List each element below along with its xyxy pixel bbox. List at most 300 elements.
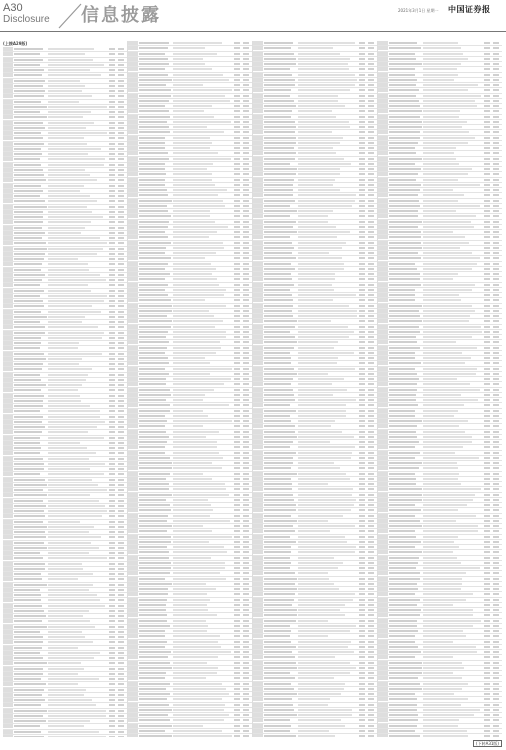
doc-type xyxy=(493,714,499,716)
company-name xyxy=(264,110,292,112)
company-name xyxy=(264,383,291,385)
doc-type xyxy=(368,168,374,170)
announcement-title xyxy=(423,504,467,506)
page-number xyxy=(234,719,240,721)
announcement-title xyxy=(298,310,357,312)
page-number xyxy=(109,552,115,554)
stock-code xyxy=(378,62,388,66)
company-name xyxy=(264,452,296,454)
page-number xyxy=(234,609,240,611)
doc-type xyxy=(368,247,374,249)
announcement-title xyxy=(423,221,471,223)
company-name xyxy=(139,68,165,70)
page-number xyxy=(359,588,365,590)
doc-type xyxy=(493,583,499,585)
announcement-title xyxy=(298,593,355,595)
stock-code xyxy=(128,393,138,397)
announcement-title xyxy=(173,278,217,280)
announcement-title xyxy=(48,578,78,580)
stock-code xyxy=(128,482,138,486)
doc-type xyxy=(493,425,499,427)
company-name xyxy=(14,657,43,659)
page-number xyxy=(109,347,115,349)
doc-type xyxy=(493,457,499,459)
stock-code xyxy=(253,146,263,150)
page-number xyxy=(234,509,240,511)
doc-type xyxy=(493,525,499,527)
company-name xyxy=(264,431,295,433)
announcement-title xyxy=(48,405,90,407)
announcement-title xyxy=(48,500,99,502)
company-name xyxy=(14,563,45,565)
company-name xyxy=(264,651,292,653)
stock-code xyxy=(3,735,13,737)
announcement-title xyxy=(48,458,89,460)
page-number xyxy=(359,326,365,328)
company-name xyxy=(139,431,166,433)
company-name xyxy=(389,236,421,238)
doc-type xyxy=(243,194,249,196)
page-number xyxy=(359,719,365,721)
company-name xyxy=(264,394,294,396)
company-name xyxy=(14,80,45,82)
stock-code xyxy=(3,478,13,482)
announcement-title xyxy=(173,315,214,317)
announcement-title xyxy=(173,410,203,412)
company-name xyxy=(264,305,293,307)
page-number xyxy=(109,484,115,486)
company-name xyxy=(139,672,166,674)
doc-type xyxy=(368,735,374,737)
page-number xyxy=(484,247,490,249)
page-number xyxy=(109,447,115,449)
announcement-title xyxy=(423,189,453,191)
doc-type xyxy=(493,578,499,580)
page-number xyxy=(234,299,240,301)
doc-type xyxy=(243,488,249,490)
doc-type xyxy=(118,311,124,313)
stock-code xyxy=(378,335,388,339)
doc-type xyxy=(493,515,499,517)
stock-code xyxy=(128,356,138,360)
doc-type xyxy=(243,625,249,627)
page-number xyxy=(359,152,365,154)
stock-code xyxy=(378,587,388,591)
company-name xyxy=(389,268,417,270)
doc-type xyxy=(368,368,374,370)
stock-code xyxy=(128,183,138,187)
page-number xyxy=(109,389,115,391)
stock-code xyxy=(378,692,388,696)
company-name xyxy=(14,263,42,265)
announcement-title xyxy=(423,347,477,349)
company-name xyxy=(264,677,295,679)
page-number xyxy=(484,179,490,181)
announcement-title xyxy=(298,709,352,711)
stock-code xyxy=(253,267,263,271)
announcement-title xyxy=(173,509,213,511)
stock-code xyxy=(3,672,13,676)
company-name xyxy=(139,404,170,406)
doc-type xyxy=(368,236,374,238)
company-name xyxy=(389,593,415,595)
company-name xyxy=(389,79,417,81)
page-number xyxy=(234,137,240,139)
company-name xyxy=(139,336,166,338)
page-number xyxy=(109,337,115,339)
stock-code xyxy=(3,504,13,508)
announcement-title xyxy=(48,615,83,617)
announcement-title xyxy=(423,121,467,123)
doc-type xyxy=(368,641,374,643)
doc-type xyxy=(118,174,124,176)
company-name xyxy=(264,719,290,721)
stock-code xyxy=(253,41,263,45)
doc-type xyxy=(368,105,374,107)
company-name xyxy=(14,683,46,685)
stock-code xyxy=(378,624,388,628)
doc-type xyxy=(118,489,124,491)
page-number xyxy=(109,479,115,481)
announcement-title xyxy=(173,273,212,275)
stock-code xyxy=(3,625,13,629)
page-number xyxy=(234,242,240,244)
stock-code xyxy=(3,493,13,497)
page-number xyxy=(109,258,115,260)
stock-code xyxy=(378,566,388,570)
doc-type xyxy=(118,253,124,255)
page-number xyxy=(234,473,240,475)
doc-type xyxy=(493,47,499,49)
page-number xyxy=(234,142,240,144)
stock-code xyxy=(253,272,263,276)
page-number xyxy=(359,341,365,343)
doc-type xyxy=(243,257,249,259)
company-name xyxy=(139,683,170,685)
stock-code xyxy=(253,83,263,87)
doc-type xyxy=(368,441,374,443)
page-number xyxy=(359,462,365,464)
company-name xyxy=(14,242,46,244)
stock-code xyxy=(253,566,263,570)
announcement-title xyxy=(423,289,472,291)
page-number xyxy=(234,725,240,727)
announcement-title xyxy=(173,614,217,616)
announcement-title xyxy=(423,42,458,44)
announcement-title xyxy=(173,609,208,611)
page-number xyxy=(234,373,240,375)
doc-type xyxy=(368,173,374,175)
stock-code xyxy=(378,598,388,602)
doc-type xyxy=(368,200,374,202)
doc-type xyxy=(118,557,124,559)
announcement-title xyxy=(173,394,205,396)
doc-type xyxy=(368,467,374,469)
page-number xyxy=(234,483,240,485)
stock-code xyxy=(3,451,13,455)
announcement-title xyxy=(298,525,355,527)
stock-code xyxy=(378,445,388,449)
announcement-title xyxy=(298,100,338,102)
page-number xyxy=(484,242,490,244)
listing-column xyxy=(253,41,377,737)
announcement-title xyxy=(423,126,462,128)
company-name xyxy=(389,341,417,343)
company-name xyxy=(264,289,290,291)
stock-code xyxy=(3,703,13,707)
company-name xyxy=(264,58,296,60)
announcement-title xyxy=(423,252,472,254)
company-name xyxy=(14,321,40,323)
stock-code xyxy=(3,331,13,335)
doc-type xyxy=(118,90,124,92)
company-name xyxy=(139,399,166,401)
doc-type xyxy=(493,467,499,469)
page-number xyxy=(234,63,240,65)
doc-type xyxy=(118,106,124,108)
announcement-title xyxy=(173,79,229,81)
doc-type xyxy=(118,227,124,229)
doc-type xyxy=(243,168,249,170)
doc-type xyxy=(368,530,374,532)
company-name xyxy=(139,635,165,637)
doc-type xyxy=(243,651,249,653)
announcement-title xyxy=(173,404,229,406)
company-name xyxy=(139,100,169,102)
page-number xyxy=(109,263,115,265)
announcement-title xyxy=(48,290,91,292)
stock-code xyxy=(3,268,13,272)
doc-type xyxy=(368,667,374,669)
doc-type xyxy=(243,131,249,133)
company-name xyxy=(139,583,172,585)
doc-type xyxy=(243,620,249,622)
doc-type xyxy=(368,315,374,317)
doc-type xyxy=(118,216,124,218)
announcement-title xyxy=(48,353,102,355)
announcement-title xyxy=(298,620,328,622)
company-name xyxy=(14,101,41,103)
announcement-title xyxy=(423,215,476,217)
stock-code xyxy=(378,456,388,460)
page-number xyxy=(234,620,240,622)
page-number xyxy=(109,678,115,680)
doc-type xyxy=(118,242,124,244)
stock-code xyxy=(128,115,138,119)
doc-type xyxy=(368,289,374,291)
page-number xyxy=(484,336,490,338)
page-number xyxy=(109,473,115,475)
company-name xyxy=(264,614,297,616)
stock-code xyxy=(128,577,138,581)
doc-type xyxy=(493,651,499,653)
page-number xyxy=(234,494,240,496)
stock-code xyxy=(378,603,388,607)
announcement-title xyxy=(298,662,350,664)
doc-type xyxy=(243,331,249,333)
announcement-title xyxy=(48,479,92,481)
company-name xyxy=(389,436,417,438)
doc-type xyxy=(493,121,499,123)
doc-type xyxy=(493,357,499,359)
company-name xyxy=(139,352,165,354)
page-number xyxy=(234,641,240,643)
stock-code xyxy=(3,184,13,188)
announcement-title xyxy=(173,494,229,496)
announcement-title xyxy=(48,689,86,691)
company-name xyxy=(389,352,415,354)
announcement-title xyxy=(48,127,86,129)
announcement-title xyxy=(423,84,478,86)
company-name xyxy=(389,420,422,422)
page-number xyxy=(234,47,240,49)
company-name xyxy=(139,719,170,721)
stock-code xyxy=(253,550,263,554)
stock-code xyxy=(378,151,388,155)
company-name xyxy=(14,689,44,691)
stock-code xyxy=(253,151,263,155)
announcement-title xyxy=(423,562,461,564)
announcement-title xyxy=(298,257,342,259)
doc-type xyxy=(118,379,124,381)
stock-code xyxy=(128,671,138,675)
announcement-title xyxy=(423,688,462,690)
page-number xyxy=(359,47,365,49)
stock-code xyxy=(378,209,388,213)
page-number xyxy=(109,342,115,344)
stock-code xyxy=(128,624,138,628)
doc-type xyxy=(493,215,499,217)
page-number xyxy=(234,89,240,91)
stock-code xyxy=(378,340,388,344)
announcement-title xyxy=(173,641,218,643)
stock-code xyxy=(128,430,138,434)
doc-type xyxy=(493,252,499,254)
doc-type xyxy=(493,173,499,175)
doc-type xyxy=(368,572,374,574)
page-number xyxy=(109,458,115,460)
doc-type xyxy=(493,572,499,574)
stock-code xyxy=(253,309,263,313)
page-number xyxy=(359,504,365,506)
stock-code xyxy=(128,372,138,376)
announcement-title xyxy=(298,357,338,359)
doc-type xyxy=(368,651,374,653)
page-number xyxy=(484,221,490,223)
announcement-title xyxy=(298,95,338,97)
page-number xyxy=(484,163,490,165)
announcement-title xyxy=(173,168,207,170)
page-number xyxy=(359,257,365,259)
stock-code xyxy=(128,109,138,113)
page-number xyxy=(359,362,365,364)
announcement-title xyxy=(173,305,226,307)
doc-type xyxy=(493,683,499,685)
doc-type xyxy=(243,509,249,511)
page-number xyxy=(359,620,365,622)
stock-code xyxy=(253,57,263,61)
announcement-title xyxy=(423,299,461,301)
company-name xyxy=(14,384,46,386)
doc-type xyxy=(243,68,249,70)
page-number xyxy=(234,42,240,44)
page-number xyxy=(109,505,115,507)
company-name xyxy=(389,410,415,412)
announcement-title xyxy=(423,488,481,490)
doc-type xyxy=(118,647,124,649)
page-number xyxy=(109,237,115,239)
stock-code xyxy=(378,183,388,187)
company-name xyxy=(389,89,419,91)
stock-code xyxy=(3,593,13,597)
announcement-title xyxy=(48,106,107,108)
stock-code xyxy=(3,646,13,650)
page-number xyxy=(359,567,365,569)
page-number xyxy=(484,630,490,632)
page-number xyxy=(484,604,490,606)
page-number xyxy=(234,478,240,480)
announcement-title xyxy=(173,173,212,175)
page-number xyxy=(234,625,240,627)
page-number xyxy=(109,515,115,517)
doc-type xyxy=(368,126,374,128)
page-number xyxy=(234,236,240,238)
stock-code xyxy=(3,247,13,251)
doc-type xyxy=(243,541,249,543)
company-name xyxy=(389,320,422,322)
company-name xyxy=(264,347,294,349)
announcement-title xyxy=(48,332,104,334)
page-number xyxy=(359,289,365,291)
page-number xyxy=(234,126,240,128)
doc-type xyxy=(493,599,499,601)
announcement-title xyxy=(423,79,454,81)
doc-type xyxy=(368,110,374,112)
company-name xyxy=(389,672,422,674)
stock-code xyxy=(253,535,263,539)
company-name xyxy=(14,694,42,696)
doc-type xyxy=(368,341,374,343)
page-number xyxy=(109,673,115,675)
company-name xyxy=(389,305,422,307)
page-number xyxy=(234,704,240,706)
doc-type xyxy=(118,116,124,118)
company-name xyxy=(389,389,417,391)
company-name xyxy=(14,426,45,428)
doc-type xyxy=(493,667,499,669)
doc-type xyxy=(368,620,374,622)
page-number xyxy=(109,736,115,737)
doc-type xyxy=(118,337,124,339)
doc-type xyxy=(368,74,374,76)
doc-type xyxy=(493,483,499,485)
announcement-title xyxy=(423,58,468,60)
announcement-title xyxy=(173,520,230,522)
announcement-title xyxy=(298,320,331,322)
company-name xyxy=(264,263,291,265)
page-number xyxy=(109,605,115,607)
page-number xyxy=(484,210,490,212)
announcement-title xyxy=(173,53,217,55)
listing-column xyxy=(3,41,127,737)
stock-code xyxy=(378,146,388,150)
stock-code xyxy=(128,209,138,213)
doc-type xyxy=(493,541,499,543)
announcement-title xyxy=(423,257,480,259)
announcement-title xyxy=(423,336,472,338)
announcement-title xyxy=(173,483,225,485)
page-number xyxy=(109,311,115,313)
